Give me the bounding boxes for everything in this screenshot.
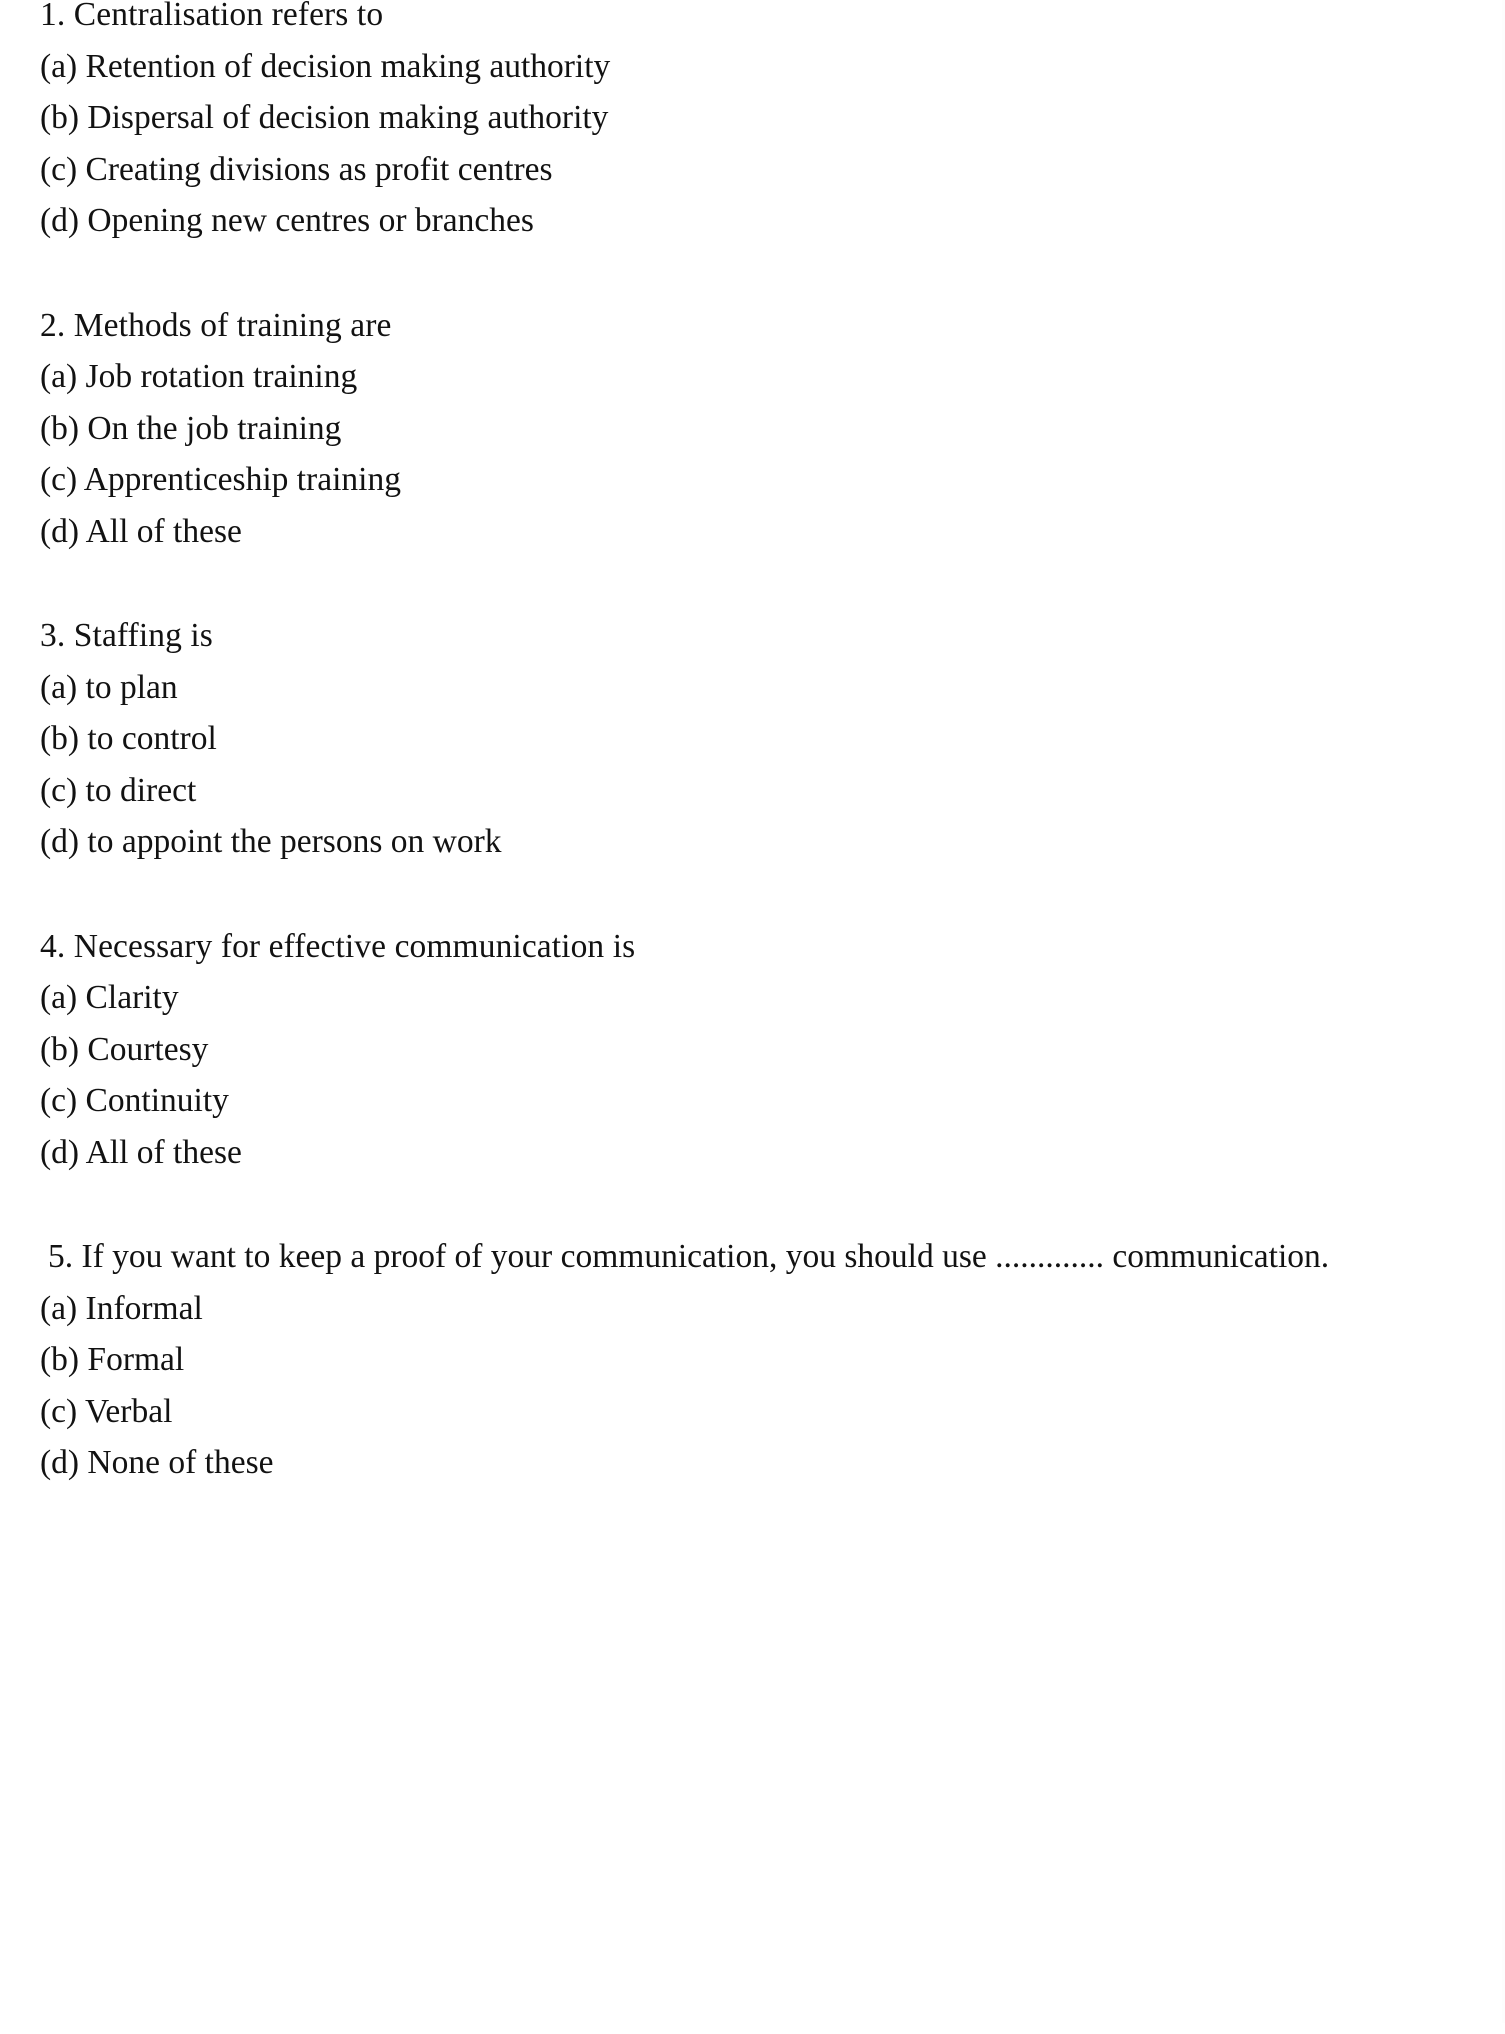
question-stem-2: 2. Methods of training are xyxy=(40,306,392,344)
question-gap-1-2 xyxy=(40,247,1505,300)
question-4-option-d[interactable]: (d) All of these xyxy=(40,1133,242,1171)
question-4-option-b[interactable]: (b) Courtesy xyxy=(40,1030,209,1068)
question-4-option-c[interactable]: (c) Continuity xyxy=(40,1082,229,1119)
question-block-2 xyxy=(40,300,1505,558)
question-2-option-b[interactable]: (b) On the job training xyxy=(40,409,342,447)
question-block-5 xyxy=(40,1231,1505,1489)
question-5-option-b[interactable]: (b) Formal xyxy=(40,1341,185,1378)
question-5-option-d[interactable]: (d) None of these xyxy=(40,1444,274,1481)
question-gap-4-5 xyxy=(40,1178,1505,1231)
question-2-option-c[interactable]: (c) Apprenticeship training xyxy=(40,461,401,498)
question-block-4 xyxy=(40,921,1505,1179)
question-5-option-a[interactable]: (a) Informal xyxy=(40,1289,203,1327)
question-2-option-d[interactable]: (d) All of these xyxy=(40,512,242,550)
question-stem-3: 3. Staffing is xyxy=(40,617,213,654)
question-5-option-c[interactable]: (c) Verbal xyxy=(40,1392,173,1430)
question-3-option-a[interactable]: (a) to plan xyxy=(40,668,178,706)
question-stem-5: 5. If you want to keep a proof of your communication, you should use ............. communication. xyxy=(48,1238,1330,1275)
question-3-option-c[interactable]: (c) to direct xyxy=(40,771,197,809)
question-3-option-b[interactable]: (b) to control xyxy=(40,720,217,757)
question-1-option-a[interactable]: (a) Retention of decision making authority xyxy=(40,47,611,85)
question-4-option-a[interactable]: (a) Clarity xyxy=(40,979,179,1016)
question-block-3 xyxy=(40,610,1505,868)
question-1-option-d[interactable]: (d) Opening new centres or branches xyxy=(40,202,534,239)
question-2-option-a[interactable]: (a) Job rotation training xyxy=(40,358,358,395)
question-block-1 xyxy=(40,0,1505,247)
question-gap-3-4 xyxy=(40,868,1505,921)
question-3-option-d[interactable]: (d) to appoint the persons on work xyxy=(40,823,502,860)
question-stem-4: 4. Necessary for effective communication is xyxy=(40,927,636,965)
question-stem-1: 1. Centralisation refers to xyxy=(40,0,384,33)
question-1-option-b[interactable]: (b) Dispersal of decision making authority xyxy=(40,99,609,136)
question-1-option-c[interactable]: (c) Creating divisions as profit centres xyxy=(40,150,553,188)
question-gap-2-3 xyxy=(40,557,1505,610)
